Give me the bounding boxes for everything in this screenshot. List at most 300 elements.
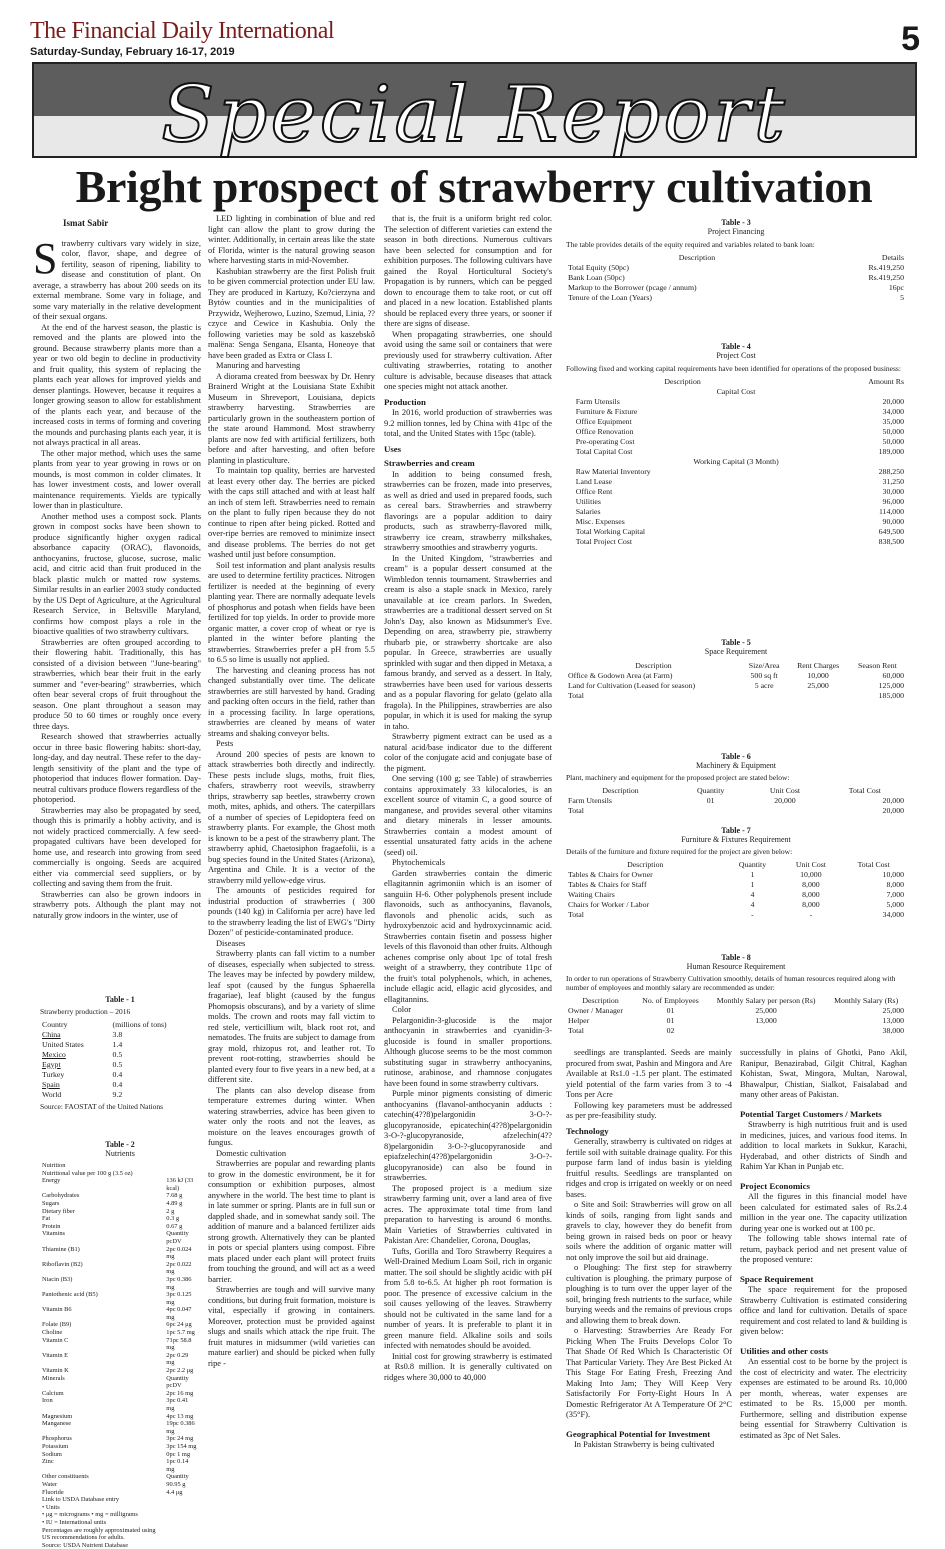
table-cell: 838,500 — [878, 536, 904, 546]
article-column-1 — [33, 218, 201, 978]
nutrient-name: Folate (B9) — [42, 1321, 72, 1329]
space-table — [566, 660, 906, 700]
table-row — [40, 1177, 200, 1192]
table-row — [40, 1504, 200, 1512]
table-cell: 8,000 — [802, 879, 820, 889]
table-cell: 35,000 — [882, 416, 904, 426]
column-header: Size/Area — [748, 660, 780, 670]
table-cell: 5 acre — [754, 680, 774, 690]
table-row — [566, 476, 906, 486]
table-source: Source: FAOSTAT of the United Nations — [40, 1102, 164, 1111]
table-row — [566, 869, 906, 879]
table-row — [566, 536, 906, 546]
table-row — [40, 1246, 200, 1261]
table-note: The table provides details of the equity required and variables related to bank loan: — [566, 240, 815, 249]
paragraph: Around 200 species of pests are known to attack strawberries both directly and indirectly. These pests include slugs, moths, fruit flies, chafers, strawberry root weevils, strawberry thrips, strawberry sap beetles, strawberry crown moth, mites, aphids, and others. The caterpillars of a number of species of Lepidoptera feed on strawberry plants. For example, the Ghost moth is known to be a pest of the strawberry plant. The strawberry aphid, Chaetosiphon fragaefolii, is a bug species found in the United States (Arizona), Argentina and Chile. It is a vector of the strawberry mild yellow-edge virus. — [208, 749, 375, 885]
table-title: Table - 3 — [721, 218, 751, 227]
header-row — [566, 376, 906, 386]
table-cell: 189,000 — [878, 446, 904, 456]
paragraph: The following table shows internal rate of return, payback period and net present value of the proposed venture: — [740, 1234, 907, 1264]
table-subtitle: Space Requirement — [704, 647, 768, 656]
table-row: Spain 0.4 — [42, 1079, 123, 1089]
furniture-table — [566, 859, 906, 919]
table-row — [40, 1230, 200, 1245]
table-cell: Tables & Chairs for Owner — [568, 869, 653, 879]
table-row — [40, 1473, 200, 1481]
nutrient-value: Quantity — [166, 1473, 189, 1481]
nutrient-name: Fat — [42, 1215, 51, 1223]
nutrient-value: 136 kJ (33 kcal) — [166, 1177, 194, 1192]
nutrient-value: 3pc 0.41 mg — [166, 1397, 189, 1412]
table-cell: 34,000 — [882, 909, 904, 919]
paragraph: Another method uses a compost sock. Plants grown in compost socks have been shown to produce significantly higher oxygen radical absorbance capacity (ORAC), flavonoids, anthocyanins, fructose, glucose, sucrose, malic acid, and citric acid than fruit produced in the black plastic mulch or matted row systems. Similar results in an earlier 2003 study conducted by the US Dept of Agriculture, at the Agricultural Research Service, in Beltsville Maryland, confirms how compost plays a role in the bioactive qualities of two strawberry cultivars. — [33, 511, 201, 636]
nutrient-value: 2pc 0.29 mg — [166, 1351, 189, 1367]
table-subtitle: Human Resource Requirement — [686, 962, 786, 971]
group-heading: Capital Cost — [716, 386, 756, 396]
table-row — [566, 670, 906, 680]
column-header: (millions of tons) — [112, 1019, 167, 1029]
section-heading: Space Requirement — [740, 1273, 814, 1284]
nutrient-value: 0pc 1 mg — [166, 1450, 191, 1458]
table-row — [40, 1511, 200, 1519]
page-number: 5 — [901, 20, 920, 58]
table-row — [40, 1162, 200, 1170]
nutrient-name: Carbohydrates — [42, 1192, 80, 1200]
table-cell: Farm Utensils — [568, 795, 612, 805]
paragraph: The proposed project is a medium size strawberry farming unit, over a land area of five acres. The approximate total time from land preparation to harvesting is around 6 months. Main Varieties of Strawberries cultivated in Pakistan Are: Chandelier, Corona, Douglas, — [384, 1183, 552, 1245]
table-row — [40, 1321, 200, 1329]
banner-title: Special Report — [161, 70, 788, 160]
paragraph: In addition to being consumed fresh, strawberries can be frozen, made into preserves, as well as dried and used in prepared foods, such as cereal bars. Strawberries and strawberry flavorings are a popular addition to dairy products, such as strawberry-flavored milk, strawberry ice cream, strawberry milkshakes, strawberry smoothies and strawberry yogurts. — [384, 469, 552, 552]
column-header: Description — [678, 252, 716, 262]
table-cell — [741, 690, 787, 700]
table-cell: Total Working Capital — [568, 526, 646, 536]
table-cell: 1 — [750, 869, 755, 879]
table-cell: Helper — [568, 1015, 590, 1025]
table-cell: 01 — [666, 1015, 675, 1025]
table-cell: Office Renovation — [568, 426, 634, 436]
table-row — [566, 486, 906, 496]
table-row — [40, 1192, 200, 1200]
table-cell: 10,000 — [800, 869, 822, 879]
paragraph: Strawberries are tough and will survive many conditions, but during fruit formation, moisture is vital, especially if growing in containers. Moreover, protection must be provided against slugs and snails which attack the ripe fruit. The fruit matures in midsummer (wild varieties can mature earlier) and should be picked when fully ripe - — [208, 1285, 375, 1368]
table-row — [40, 1215, 200, 1223]
section-heading: Pests — [216, 739, 234, 748]
paragraph: LED lighting in combination of blue and red light can allow the plant to grow during the winter. Additionally, in certain areas like the state of Florida, winter is the natural growing season where harvesting starts in mid-November. — [208, 214, 375, 265]
table-row — [566, 1005, 906, 1015]
header-row — [566, 785, 906, 795]
paragraph: Following key parameters must be addressed as per pre-feasibility study. — [566, 1100, 732, 1120]
column-header: Details — [881, 252, 904, 262]
table-row — [566, 416, 906, 426]
byline: Ismat Sabir — [63, 218, 109, 228]
table-row: Markup to the Borrower (pcage / annum) 16pc — [568, 282, 904, 292]
nutrient-name: Manganese — [42, 1420, 72, 1428]
table-row: United States 1.4 — [42, 1039, 123, 1049]
column-header: Season Rent — [858, 660, 897, 670]
column-header: Unit Cost — [769, 785, 801, 795]
table-note: In order to run operations of Strawberry Cultivation smoothly, details of human resources required along with number of employees and monthly salary are recommended as under: — [566, 974, 896, 992]
paragraph: Strawberries can also be grown indoors in strawberry pots. Although the plant may not naturally grow indoors in the winter, use of — [33, 889, 201, 920]
table-row — [40, 1443, 200, 1451]
group-row — [566, 456, 906, 466]
article-column-3 — [384, 214, 552, 1514]
header-row — [566, 859, 906, 869]
paragraph: Strawberry is high nutritious fruit and is used in medicines, juices, and various food items. In addition to local markets in Sukkur, Karachi, Hyderabad, and other districts of Sindh and Rahim Yar Khan in Punjab etc. — [740, 1120, 907, 1171]
nutrient-name: Minerals — [42, 1374, 65, 1382]
nutrient-value: 3pc 0.386 mg — [166, 1275, 192, 1291]
nutrient-name: Niacin (B3) — [42, 1275, 73, 1283]
column-header: Description — [627, 859, 664, 869]
table-cell: Total — [568, 909, 584, 919]
table-row — [566, 526, 906, 536]
paragraph: o Site and Soil: Strawberries will grow on all kinds of soils, ranging from light sands and gravels to clay, however they do benefit from being grown in raised beds on poor or heavy soils where the addition of organic matter will not only improve the soil but aid drainage. — [566, 1200, 732, 1262]
table-cell: 8,000 — [802, 899, 820, 909]
nutrient-name: Vitamin K — [42, 1367, 69, 1375]
table-cell: 01 — [666, 1005, 675, 1015]
paragraph: The other major method, which uses the same plants from year to year growing in rows or on mounds, is most common in colder climates. It has lower investment costs, and lower overall maintenance requirements. Yields are typically lower than in plasticulture. — [33, 448, 201, 510]
table-row — [40, 1390, 200, 1398]
table-cell: 7,000 — [886, 889, 904, 899]
table-row — [40, 1352, 200, 1367]
nutrient-value: 2pc 0.024 mg — [166, 1245, 192, 1261]
header-row — [566, 995, 906, 1005]
column-header: Country — [42, 1019, 68, 1029]
table-row — [566, 1015, 906, 1025]
table-cell: 60,000 — [882, 670, 904, 680]
table-cell: - — [751, 909, 754, 919]
nutrient-value: 4.89 g — [166, 1199, 183, 1207]
table-row: Bank Loan (50pc) Rs.419,250 — [568, 272, 904, 282]
table-cell: 31,250 — [882, 476, 904, 486]
nutrient-value: 2pc 0.022 mg — [166, 1260, 192, 1276]
nutrient-name: • μg = micrograms • mg = milligrams — [42, 1511, 138, 1519]
nutrient-name: Zinc — [42, 1458, 54, 1466]
column-header: No. of Employees — [642, 995, 699, 1005]
table-row — [566, 426, 906, 436]
table-cell: - — [809, 909, 813, 919]
paragraph: Strawberry pigment extract can be used as a natural acid/base indicator due to the different color of the conjugate acid and conjugate base of the pigment. — [384, 732, 552, 773]
financing-table — [566, 252, 906, 302]
table-row — [566, 406, 906, 416]
table-row — [40, 1420, 200, 1435]
table-title: Table - 2 — [105, 1140, 135, 1149]
paragraph: successfully in plains of Ghotki, Pano Akil, Ranipur, Benazirabad, Gilgit Chitral, Kaghan Kohistan, Swat, Mingora, Multan, Narowal, Bhawalpur, Chistian, Sialkot, Faisalabad and many other areas of Pakistan. — [740, 1048, 907, 1099]
table-cell: Chairs for Worker / Labor — [568, 899, 650, 909]
section-heading: Utilities and other costs — [740, 1345, 829, 1356]
table-cell: Owner / Manager — [568, 1005, 623, 1015]
group-heading: Working Capital (3 Month) — [693, 456, 779, 466]
table-row — [566, 680, 906, 690]
column-header: Description — [582, 995, 619, 1005]
table-cell: 10,000 — [807, 670, 829, 680]
table-subtitle: Project Cost — [716, 351, 756, 360]
table-row — [40, 1496, 200, 1504]
nutrient-value: 4pc 0.047 mg — [166, 1306, 192, 1321]
paragraph: trawberry cultivars vary widely in size, color, flavor, shape, and degree of fertility, season of ripening, liability to disease and constitution of plant. On average, a strawberry has about 200 seeds on its external membrane. Some vary in foliage, and some vary materially in the relative development of their sexual organs. — [33, 238, 201, 321]
paragraph: The plants can also develop disease from temperature extremes during winter. When watering strawberries, advice has been given to water only the roots and not the leaves, as moisture on the leaves encourages growth of fungus. — [208, 1085, 375, 1147]
nutrient-name: Thiamine (B1) — [42, 1245, 80, 1253]
nutrient-value — [164, 1496, 200, 1504]
table-row — [566, 466, 906, 476]
nutrient-value: 2 g — [166, 1207, 175, 1215]
paragraph: Soil test information and plant analysis results are used to determine fertility practices. Nitrogen fertilizer is needed at the beginning of every planting year. There are normally adequate levels of phosphorus and potash when fields have been fertilized for top yields. In order to provide more organic matter, a cover crop of wheat or rye is planted in the winter before planting the strawberries. Strawberries prefer a pH from 5.5 to 6.5 so lime is usually not applied. — [208, 560, 375, 664]
paragraph: Tufts, Gorilla and Toro Strawberry Requires a Well-Drained Medium Loam Soil, rich in organic matter. The soil should be slightly acidic with pH from 5.8 to-6.5. At higher ph root formation is poor. The presence of excessive calcium in the soil causes yellowing of the leaves. Strawberry should not be cultivated in the same land for a number of years. It is preferable to plant it in green manure field. Alkaline soils and soils infected with nematodes should be avoided. — [384, 1246, 552, 1350]
paragraph: The harvesting and cleaning process has not changed substantially over time. The delicate strawberries are still harvested by hand. Grading and packing often occurs in the field, rather than in a processing facility. In large operations, strawberries are cleaned by means of water streams and shaking conveyor belts. — [208, 665, 375, 738]
paragraph: One serving (100 g; see Table) of strawberries contains approximately 33 kilocalories, is an excellent source of vitamin C, a good source of manganese, and provides several other vitamins and dietary minerals in lesser amounts. Strawberries contain a modest amount of essential unsaturated fatty acids in the achene (seed) oil. — [384, 774, 552, 857]
paragraph: In the United Kingdom, "strawberries and cream" is a popular dessert consumed at the Wimbledon tennis tournament. Strawberries and cream is also a staple snack in Mexico, rarely unavailable at ice cream parlors. In Sweden, strawberries are a traditional dessert served on St John's Day, also known as Midsummer's Eve. Depending on area, strawberry pie, strawberry rhubarb pie, or strawberry shortcake are also popular. In Greece, strawberries are usually sprinkled with sugar and then dipped in Metaxa, a famous brandy, and served as a dessert. In Italy, strawberries have been used for various desserts and as a popular flavoring for gelato (gelato alla fragola). In the Philippines, strawberries are also popular, in which it is used for making the syrup in taho. — [384, 553, 552, 731]
nutrient-value — [164, 1527, 200, 1542]
table-row — [566, 446, 906, 456]
table-row — [566, 879, 906, 889]
table-cell — [746, 805, 824, 815]
table-row — [566, 506, 906, 516]
table-row — [566, 1025, 906, 1035]
table-row — [40, 1367, 200, 1375]
machinery-table — [566, 785, 906, 815]
nutrient-name: Link to USDA Database entry — [42, 1496, 120, 1504]
table-title: Table - 5 — [721, 638, 751, 647]
nutrient-name: Vitamins — [42, 1230, 66, 1238]
section-heading: Manuring and harvesting — [216, 361, 301, 370]
group-row — [566, 386, 906, 396]
table-title: Table - 1 — [105, 995, 135, 1004]
nutrient-value: 3pc 154 mg — [166, 1442, 197, 1450]
issue-date: Saturday-Sunday, February 16-17, 2019 — [30, 46, 235, 58]
table-row: Egypt 0.5 — [42, 1059, 123, 1069]
paragraph: In 2016, world production of strawberries was 9.2 million tonnes, led by China with 41pc of the total, and the United States with 15pc (table). — [384, 408, 552, 438]
table-cell: 8,000 — [802, 889, 820, 899]
nutrient-name: Nutrition — [42, 1162, 66, 1169]
paragraph: o Harvesting: Strawberries Are Ready For Picking When The Fruits Develops Color To That Shade Of Red Which Is Characteristic Of That Particular Variety. They Are Best Picked At This Stage For Eating Fresh, Freezing And Making Into Jam; They Will Keep Very Satisfactorily For Forty-Eight Hours In A Domestic Refrigerator At A Temperature Of 2°C (35°F). — [566, 1326, 732, 1419]
nutrient-value: 1pc 0.14 mg — [166, 1458, 189, 1473]
table-row — [566, 516, 906, 526]
column-header: Monthly Salary (Rs) — [834, 995, 899, 1005]
column-header: Description — [664, 376, 701, 386]
table-cell: 30,000 — [882, 486, 904, 496]
table-row — [40, 1451, 200, 1459]
nutrient-value — [164, 1511, 200, 1519]
section-heading: Color — [392, 1005, 412, 1014]
section-heading: Uses — [384, 443, 402, 454]
table-cell: Total — [568, 805, 584, 815]
nutrient-name: Sugars — [42, 1199, 60, 1207]
paragraph: The amounts of pesticides required for industrial production of strawberries ( 300 pounds (140 kg) in California per acre) have led to the strawberry leading the list of EWG's "Dirty Dozen" of pesticide-contaminated produce. — [208, 886, 375, 937]
nutrient-value: 3pc 0.125 mg — [166, 1291, 192, 1306]
column-header: Description — [635, 660, 672, 670]
nutrient-value — [164, 1542, 200, 1549]
table-cell — [675, 805, 746, 815]
table-row — [40, 1261, 200, 1276]
nutrient-value: 4pc 13 mg — [166, 1412, 194, 1420]
table-row — [40, 1329, 200, 1337]
table-row — [566, 496, 906, 506]
table-cell: 34,000 — [882, 406, 904, 416]
table-row: World 9.2 — [42, 1089, 123, 1099]
table-cell: 500 sq ft — [750, 670, 778, 680]
section-heading: Potential Target Customers / Markets — [740, 1108, 882, 1119]
table-row — [40, 1397, 200, 1412]
paragraph: The space requirement for the proposed Strawberry Cultivation is estimated considering office and land for cultivation. Details of space requirement and cost related to land & building is given below: — [740, 1285, 907, 1336]
table-cell: Furniture & Fixture — [568, 406, 638, 416]
nutrient-value: Quantity pcDV — [166, 1230, 189, 1245]
nutrient-value: 6pc 24 μg — [166, 1321, 192, 1329]
table-cell: 13,000 — [755, 1015, 777, 1025]
table-title: Table - 6 — [721, 752, 751, 761]
table-row — [566, 396, 906, 406]
column-header: Monthly Salary per person (Rs) — [716, 995, 816, 1005]
table-cell: Total — [568, 690, 584, 700]
nutrient-name: Dietary fiber — [42, 1207, 75, 1215]
table-subtitle: Nutrients — [105, 1149, 135, 1158]
table-row — [40, 1375, 200, 1390]
table-7-furniture — [566, 826, 906, 919]
table-subtitle: Furniture & Fixtures Requirement — [681, 835, 791, 844]
table-row — [566, 805, 906, 815]
table-cell: 96,000 — [882, 496, 904, 506]
table-cell: 185,000 — [878, 690, 904, 700]
table-3-project-financing — [566, 218, 906, 302]
table-1-strawberry-production — [40, 995, 200, 1114]
table-row — [566, 909, 906, 919]
column-header: Total Cost — [857, 859, 890, 869]
section-heading: Geographical Potential for Investment — [566, 1428, 711, 1439]
nutrient-name: Magnesium — [42, 1412, 73, 1420]
nutrient-name: Calcium — [42, 1389, 64, 1397]
paragraph: Pelargonidin-3-glucoside is the major anthocyanin in strawberries and cyanidin-3-glucoside is found in smaller proportions. Although glucose seems to be the most common substituting sugar in strawberry anthocyanins, rutinose, arabinose, and rhamnose conjugates have been found in some strawberry cultivars. — [384, 1015, 552, 1088]
table-row — [40, 1170, 200, 1178]
nutrient-value: Quantity pcDV — [166, 1374, 189, 1390]
table-row — [40, 1276, 200, 1291]
table-row: Total Equity (50pc) Rs.419,250 — [568, 262, 904, 272]
table-cell: Tables & Chairs for Staff — [568, 879, 647, 889]
table-cell: 02 — [666, 1025, 675, 1035]
nutrient-value: 3pc 24 mg — [166, 1435, 194, 1443]
table-cell: Farm Utensils — [568, 396, 620, 406]
table-cell: Pre-operating Cost — [568, 436, 635, 446]
nutrient-name: Choline — [42, 1329, 63, 1337]
table-title: Table - 8 — [721, 953, 751, 962]
paragraph: Strawberries are often grouped according to their flowering habit. Traditionally, this has consisted of a division between "June-bearing" strawberries, which bear their fruit in the early summer and "ever-bearing" strawberries, which often bear several crops of fruit throughout the season. One plant throughout a season may produce 50 to 60 times or roughly once every three days. — [33, 637, 201, 731]
table-row — [40, 1200, 200, 1208]
column-header: Rent Charges — [797, 660, 840, 670]
column-header: Amount Rs — [868, 376, 904, 386]
table-cell: Utilities — [568, 496, 601, 506]
nutrient-value: 90.95 g — [166, 1480, 186, 1488]
table-cell: 20,000 — [882, 795, 904, 805]
column-header: Quantity — [738, 859, 767, 869]
nutrient-value: 0.3 g — [166, 1215, 180, 1223]
table-cell: Office Equipment — [568, 416, 632, 426]
table-cell: 20,000 — [882, 396, 904, 406]
nutrient-value: 7.68 g — [166, 1192, 183, 1200]
table-cell: 38,000 — [882, 1025, 904, 1035]
table-cell: Office & Godown Area (at Farm) — [568, 670, 673, 680]
table-row — [40, 1223, 200, 1231]
table-4-project-cost — [566, 342, 906, 546]
table-cell: 20,000 — [774, 795, 796, 805]
masthead — [30, 18, 920, 60]
paragraph: A diorama created from beeswax by Dr. Henry Brainerd Wright at the Louisiana State Exhibit Museum in Shreveport, Louisiana, depicts strawberry harvesting. Strawberries are particularly grown in the southeastern portion of the state around Hammond. Most strawberry plants are now fed with artificial fertilizers, both before and after harvesting, and often before planting in plasticulture. — [208, 371, 375, 465]
article-column-4 — [566, 1048, 732, 1514]
drop-cap: S — [33, 233, 58, 283]
table-row — [566, 899, 906, 909]
table-subtitle: Project Financing — [707, 227, 765, 236]
paragraph: An essential cost to be borne by the project is the cost of electricity and water. The electricity expenses are estimated to be around Rs. 10,000 per month, whereas, water expenses are estimated to be Rs. 15,000 per month. Furthermore, selling and distribution expense being essential for Strawberry Cultivation is estimated as 3pc of Net Sales. — [740, 1357, 907, 1440]
nutrient-value: 1pc 5.7 mg — [166, 1329, 195, 1337]
section-heading: Project Economics — [740, 1180, 810, 1191]
paragraph: Research showed that strawberries actually occur in three basic flowering habits: short-day, long-day, and day neutral. These refer to the day-length sensitivity of the plant and the type of photoperiod that induces flower formation. Day-neutral cultivars produce flowers regardless of the photoperiod. — [33, 732, 201, 804]
table-row — [40, 1489, 200, 1497]
nutrient-name: Riboflavin (B2) — [42, 1260, 83, 1268]
nutrient-name: Vitamin B6 — [42, 1306, 72, 1314]
paragraph: To maintain top quality, berries are harvested at least every other day. The berries are picked with the caps still attached and with at least half an inch of stem left. Strawberries need to remain on the plant to fully ripen because they do not continue to ripen after being picked. Rotted and over-ripe berries are removed to minimize insect and disease problems. The berries do not get washed until just before consumption. — [208, 466, 375, 559]
nutrient-value: 2pc 2.2 μg — [166, 1367, 194, 1375]
paragraph: When propagating strawberries, one should avoid using the same soil or containers that were previously used for strawberry cultivation. After cultivating strawberries, rotating to another culture is advisable, because diseases that attack one species might not attack another. — [384, 329, 552, 391]
nutrient-name: Source: USDA Nutrient Database — [42, 1541, 129, 1549]
nutrient-value: 2pc 16 mg — [166, 1389, 194, 1397]
table-row — [40, 1542, 200, 1549]
nutrient-value — [164, 1170, 200, 1178]
nutrient-name: Fluoride — [42, 1488, 64, 1496]
table-subtitle: Machinery & Equipment — [696, 761, 776, 770]
table-cell: 114,000 — [878, 506, 904, 516]
table-note: Details of the furniture and fixture required for the project are given below: — [566, 847, 793, 856]
nutrient-name: • IU = International units — [42, 1518, 107, 1526]
project-cost-table — [566, 376, 906, 546]
nutrient-value: 71pc 58.8 mg — [166, 1336, 192, 1352]
nutrient-name: Nutritional value per 100 g (3.5 oz) — [42, 1169, 133, 1177]
special-report-banner — [32, 62, 917, 158]
section-heading: Strawberries and cream — [384, 458, 475, 468]
table-cell: 90,000 — [882, 516, 904, 526]
table-cell: 50,000 — [882, 436, 904, 446]
table-row — [566, 436, 906, 446]
nutrient-value — [164, 1162, 200, 1170]
production-table — [40, 1019, 200, 1099]
paragraph: Generally, strawberry is cultivated on ridges at fertile soil with suitable drainage quality. For this purpose farm land of indus basin is yielding fruitful results. Seedlings are transplanted on ridges and crop is irrigated on weekly or on need bases. — [566, 1137, 732, 1199]
nutrient-value: 4.4 μg — [166, 1488, 183, 1496]
paragraph: Purple minor pigments consisting of dimeric anthocyanins (flavanol-anthocyanin adducts : catechin(4??8)pelargonidin 3-O-?-glucopyranoside, epicatechin(4??8)pelargonidin 3-O-?-glucopyranoside, afzelechin(4??8)pelargonidin 3-O-?-glucopyranoside and epiafzelechin(4??8)pelargonidin 3-O-?-glucopyranoside) can also be found in strawberries. — [384, 1089, 552, 1182]
nutrient-name: Percentages are roughly approximated using US recommendations for adults. — [42, 1526, 156, 1542]
table-row — [40, 1481, 200, 1489]
nutrient-name: Water — [42, 1480, 58, 1488]
paragraph: At the end of the harvest season, the plastic is removed and the plants are plowed into the ground. Because strawberry plants more than a year or two old begin to decline in productivity and fruit quality, this system of replacing the plants each year allows for improved yields and denser plantings. However, because it requires a longer growing season to allow for establishment of the plants each year, and because of the increased costs in terms of forming and covering the mounds and purchasing plants each year, it is not always practical in all areas. — [33, 322, 201, 447]
paragraph: that is, the fruit is a uniform bright red color. The selection of different varieties can extend the season in both directions. Numerous cultivars have been selected for consumption and for exhibition purposes. The following cultivars have gained the Royal Horticultural Society's Propagation is by runners, which can be pegged down to encourage them to take root, or cut off and placed in a new location. Established plants should be replaced every three years, or sooner if there are signs of disease. — [384, 214, 552, 328]
table-row: China 3.8 — [42, 1029, 123, 1039]
section-heading: Production — [384, 396, 426, 407]
table-row — [566, 889, 906, 899]
table-row — [40, 1208, 200, 1216]
column-header: Description — [602, 785, 639, 795]
paragraph: Kashubian strawberry are the first Polish fruit to be given commercial protection under EU law. They are produced in Kartuzy, Ko?cierzyna and Bytów counties and in the municipalities of Przywidz, Wejherowo, Luzino, Szemud, Linia, ??czyce and Cewice in Kashubia. Only the following varieties may be sold as kaszebskô malëna: Senga Sengana, Elsanta, Honeoye that have been graded as Extra or Class I. — [208, 266, 375, 360]
column-header: Total Cost — [848, 785, 881, 795]
paragraph: Strawberries are popular and rewarding plants to grow in the domestic environment, be it for consumption or exhibition purposes, almost anywhere in the world. The best time to plant is in late summer or spring. Plants are in full sun or dappled shade, and in somewhat sandy soil. The addition of manure and a balanced fertilizer aids strong growth. Alternatively they can be planted in pots or special planters using compost. Fibre mats placed under each plant will protect fruits from touching the ground, and will act as a weed barrier. — [208, 1159, 375, 1284]
table-cell: 1 — [750, 879, 755, 889]
nutrients-table — [40, 1162, 200, 1549]
table-6-machinery — [566, 752, 906, 815]
column-header: Quantity — [696, 785, 725, 795]
section-heading: Diseases — [216, 938, 246, 948]
table-cell: Waiting Chairs — [568, 889, 615, 899]
nutrient-name: Protein — [42, 1222, 61, 1230]
table-8-human-resources — [566, 953, 906, 1035]
table-cell: 13,000 — [882, 1015, 904, 1025]
nutrient-value: 0.67 g — [166, 1222, 183, 1230]
table-row — [40, 1435, 200, 1443]
table-cell: 25,000 — [882, 1005, 904, 1015]
table-2-nutrients — [40, 1140, 200, 1549]
